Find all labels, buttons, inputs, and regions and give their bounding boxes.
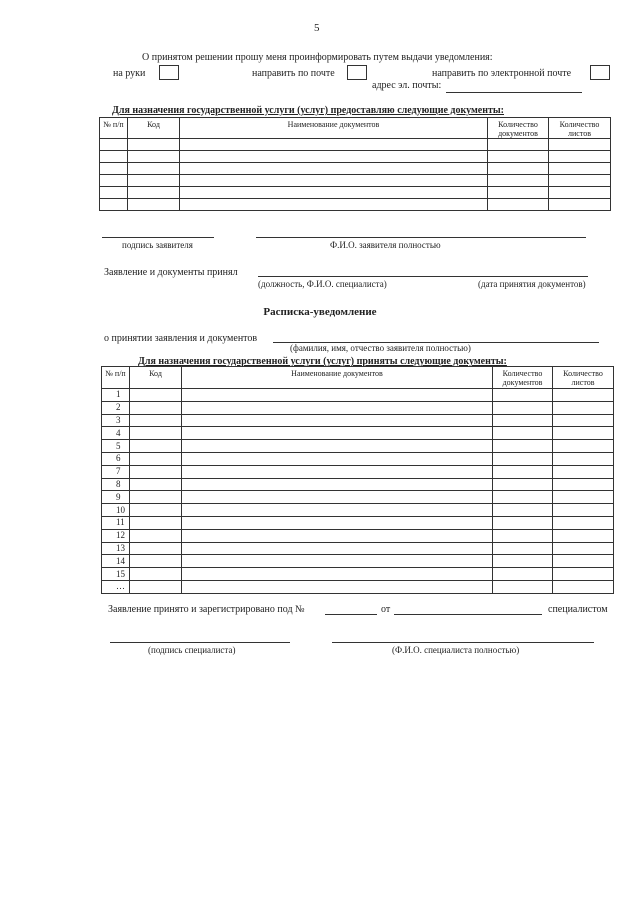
doc-count-cell[interactable] bbox=[488, 163, 549, 175]
table2-heading: Для назначения государственной услуги (услуг) приняты следующие документы: bbox=[138, 356, 507, 367]
email-address-field[interactable] bbox=[446, 92, 582, 93]
doc-count-cell[interactable] bbox=[493, 401, 553, 414]
code-cell[interactable] bbox=[130, 427, 182, 440]
in-hand-label: на руки bbox=[113, 68, 146, 79]
doc-count-cell[interactable] bbox=[493, 529, 553, 542]
row-number[interactable]: 10 bbox=[102, 504, 130, 517]
documents-accepted-table bbox=[101, 366, 614, 594]
table-row bbox=[102, 427, 614, 440]
sheet-count-cell[interactable] bbox=[549, 151, 611, 163]
code-cell[interactable] bbox=[128, 199, 180, 211]
column-doc-name: Наименование документов bbox=[182, 367, 493, 389]
accepted-by-label: Заявление и документы принял bbox=[104, 267, 238, 278]
table-row bbox=[102, 401, 614, 414]
code-cell[interactable] bbox=[130, 516, 182, 529]
sheet-count-cell[interactable] bbox=[553, 542, 614, 555]
row-number[interactable] bbox=[100, 151, 128, 163]
column-sheet-count: Количество листов bbox=[549, 118, 611, 139]
in-hand-checkbox[interactable] bbox=[159, 65, 179, 80]
column-doc-name: Наименование документов bbox=[180, 118, 488, 139]
applicant-fio-line[interactable] bbox=[256, 237, 586, 238]
specialist-position-label: (должность, Ф.И.О. специалиста) bbox=[258, 279, 387, 289]
registration-specialist-label: специалистом bbox=[548, 604, 608, 615]
specialist-fio-label: (Ф.И.О. специалиста полностью) bbox=[392, 645, 520, 655]
registration-date-line[interactable] bbox=[394, 614, 542, 615]
registration-text: Заявление принято и зарегистрировано под № bbox=[108, 604, 305, 615]
row-number[interactable]: 6 bbox=[102, 452, 130, 465]
by-email-checkbox[interactable] bbox=[590, 65, 610, 80]
table-row bbox=[102, 452, 614, 465]
doc-name-cell[interactable] bbox=[180, 175, 488, 187]
doc-count-cell[interactable] bbox=[493, 504, 553, 517]
doc-name-cell[interactable] bbox=[182, 427, 493, 440]
doc-name-cell[interactable] bbox=[182, 401, 493, 414]
doc-name-cell[interactable] bbox=[182, 555, 493, 568]
table-row bbox=[100, 151, 611, 163]
doc-name-cell[interactable] bbox=[180, 187, 488, 199]
sheet-count-cell[interactable] bbox=[549, 163, 611, 175]
doc-name-cell[interactable] bbox=[182, 452, 493, 465]
column-number: № п/п bbox=[100, 118, 128, 139]
doc-count-cell[interactable] bbox=[493, 568, 553, 581]
by-mail-label: направить по почте bbox=[252, 68, 335, 79]
table-row bbox=[102, 516, 614, 529]
page-number: 5 bbox=[314, 22, 320, 34]
documents-submitted-table bbox=[99, 117, 611, 211]
sheet-count-cell[interactable] bbox=[553, 504, 614, 517]
doc-count-cell[interactable] bbox=[493, 491, 553, 504]
sheet-count-cell[interactable] bbox=[549, 139, 611, 151]
sheet-count-cell[interactable] bbox=[549, 199, 611, 211]
row-number[interactable]: 14 bbox=[102, 555, 130, 568]
receipt-fio-hint: (фамилия, имя, отчество заявителя полностью) bbox=[290, 343, 471, 353]
doc-name-cell[interactable] bbox=[182, 504, 493, 517]
row-number[interactable]: 4 bbox=[102, 427, 130, 440]
sheet-count-cell[interactable] bbox=[553, 440, 614, 453]
table-row bbox=[100, 139, 611, 151]
doc-count-cell[interactable] bbox=[493, 414, 553, 427]
table-row bbox=[102, 414, 614, 427]
table-row bbox=[100, 199, 611, 211]
table-row bbox=[100, 163, 611, 175]
row-number[interactable]: … bbox=[102, 580, 130, 593]
doc-count-cell[interactable] bbox=[493, 452, 553, 465]
table1-heading: Для назначения государственной услуги (услуг) предоставляю следующие документы: bbox=[112, 105, 505, 116]
row-number[interactable] bbox=[100, 163, 128, 175]
registration-number-line[interactable] bbox=[325, 614, 377, 615]
row-number[interactable] bbox=[100, 139, 128, 151]
doc-count-cell[interactable] bbox=[493, 555, 553, 568]
receipt-title: Расписка-уведомление bbox=[263, 306, 377, 318]
row-number[interactable]: 1 bbox=[102, 389, 130, 402]
row-number[interactable]: 3 bbox=[102, 414, 130, 427]
table-row bbox=[102, 542, 614, 555]
by-mail-checkbox[interactable] bbox=[347, 65, 367, 80]
applicant-signature-line[interactable] bbox=[102, 237, 214, 238]
column-doc-count: Количество документов bbox=[493, 367, 553, 389]
row-number[interactable]: 2 bbox=[102, 401, 130, 414]
notify-intro: О принятом решении прошу меня проинформировать путем выдачи уведомления: bbox=[142, 52, 493, 63]
doc-name-cell[interactable] bbox=[182, 516, 493, 529]
applicant-signature-label: подпись заявителя bbox=[122, 240, 193, 250]
row-number[interactable]: 15 bbox=[102, 568, 130, 581]
table-row bbox=[102, 555, 614, 568]
row-number[interactable]: 9 bbox=[102, 491, 130, 504]
doc-name-cell[interactable] bbox=[182, 389, 493, 402]
sheet-count-cell[interactable] bbox=[553, 465, 614, 478]
code-cell[interactable] bbox=[130, 529, 182, 542]
row-number[interactable] bbox=[100, 175, 128, 187]
code-cell[interactable] bbox=[130, 491, 182, 504]
sheet-count-cell[interactable] bbox=[553, 401, 614, 414]
doc-name-cell[interactable] bbox=[182, 478, 493, 491]
column-number: № п/п bbox=[102, 367, 130, 389]
code-cell[interactable] bbox=[128, 163, 180, 175]
doc-name-cell[interactable] bbox=[180, 199, 488, 211]
doc-name-cell[interactable] bbox=[182, 491, 493, 504]
row-number[interactable]: 11 bbox=[102, 516, 130, 529]
specialist-signature-label: (подпись специалиста) bbox=[148, 645, 236, 655]
column-sheet-count: Количество листов bbox=[553, 367, 614, 389]
doc-count-cell[interactable] bbox=[493, 580, 553, 593]
doc-name-cell[interactable] bbox=[182, 440, 493, 453]
table-row bbox=[102, 529, 614, 542]
code-cell[interactable] bbox=[130, 452, 182, 465]
sheet-count-cell[interactable] bbox=[553, 529, 614, 542]
table-row bbox=[102, 580, 614, 593]
sheet-count-cell[interactable] bbox=[553, 568, 614, 581]
code-cell[interactable] bbox=[128, 139, 180, 151]
sheet-count-cell[interactable] bbox=[553, 580, 614, 593]
doc-name-cell[interactable] bbox=[182, 568, 493, 581]
specialist-fio-line[interactable] bbox=[332, 642, 594, 643]
specialist-signature-line[interactable] bbox=[110, 642, 290, 643]
row-number[interactable]: 13 bbox=[102, 542, 130, 555]
table-row bbox=[102, 389, 614, 402]
doc-count-cell[interactable] bbox=[488, 139, 549, 151]
accepted-by-line[interactable] bbox=[258, 276, 588, 277]
sheet-count-cell[interactable] bbox=[553, 478, 614, 491]
doc-count-cell[interactable] bbox=[488, 151, 549, 163]
code-cell[interactable] bbox=[130, 478, 182, 491]
doc-count-cell[interactable] bbox=[488, 175, 549, 187]
column-code: Код bbox=[130, 367, 182, 389]
registration-from-label: от bbox=[381, 604, 391, 615]
code-cell[interactable] bbox=[130, 401, 182, 414]
row-number[interactable]: 7 bbox=[102, 465, 130, 478]
table-row bbox=[102, 440, 614, 453]
row-number[interactable] bbox=[100, 187, 128, 199]
column-code: Код bbox=[128, 118, 180, 139]
code-cell[interactable] bbox=[128, 175, 180, 187]
sheet-count-cell[interactable] bbox=[553, 452, 614, 465]
sheet-count-cell[interactable] bbox=[553, 414, 614, 427]
doc-count-cell[interactable] bbox=[488, 199, 549, 211]
row-number[interactable]: 5 bbox=[102, 440, 130, 453]
row-number[interactable]: 12 bbox=[102, 529, 130, 542]
sheet-count-cell[interactable] bbox=[553, 389, 614, 402]
sheet-count-cell[interactable] bbox=[553, 555, 614, 568]
doc-name-cell[interactable] bbox=[182, 414, 493, 427]
doc-count-cell[interactable] bbox=[493, 516, 553, 529]
sheet-count-cell[interactable] bbox=[549, 175, 611, 187]
code-cell[interactable] bbox=[128, 151, 180, 163]
doc-name-cell[interactable] bbox=[180, 139, 488, 151]
doc-name-cell[interactable] bbox=[182, 465, 493, 478]
doc-name-cell[interactable] bbox=[182, 542, 493, 555]
sheet-count-cell[interactable] bbox=[553, 491, 614, 504]
code-cell[interactable] bbox=[130, 465, 182, 478]
doc-count-cell[interactable] bbox=[488, 187, 549, 199]
receipt-about: о принятии заявления и документов bbox=[104, 333, 258, 344]
table-row bbox=[102, 465, 614, 478]
code-cell[interactable] bbox=[130, 580, 182, 593]
row-number[interactable]: 8 bbox=[102, 478, 130, 491]
doc-count-cell[interactable] bbox=[493, 427, 553, 440]
doc-count-cell[interactable] bbox=[493, 440, 553, 453]
table-row bbox=[100, 187, 611, 199]
row-number[interactable] bbox=[100, 199, 128, 211]
sheet-count-cell[interactable] bbox=[549, 187, 611, 199]
doc-name-cell[interactable] bbox=[182, 580, 493, 593]
acceptance-date-label: (дата принятия документов) bbox=[478, 279, 586, 289]
code-cell[interactable] bbox=[130, 440, 182, 453]
doc-count-cell[interactable] bbox=[493, 478, 553, 491]
email-address-label: адрес эл. почты: bbox=[372, 80, 442, 91]
code-cell[interactable] bbox=[130, 414, 182, 427]
doc-name-cell[interactable] bbox=[180, 163, 488, 175]
table-row bbox=[102, 504, 614, 517]
doc-count-cell[interactable] bbox=[493, 465, 553, 478]
code-cell[interactable] bbox=[130, 504, 182, 517]
table-row bbox=[102, 568, 614, 581]
code-cell[interactable] bbox=[130, 542, 182, 555]
table-row bbox=[102, 491, 614, 504]
code-cell[interactable] bbox=[128, 187, 180, 199]
applicant-fio-label: Ф.И.О. заявителя полностью bbox=[330, 240, 441, 250]
code-cell[interactable] bbox=[130, 568, 182, 581]
doc-count-cell[interactable] bbox=[493, 542, 553, 555]
code-cell[interactable] bbox=[130, 555, 182, 568]
sheet-count-cell[interactable] bbox=[553, 427, 614, 440]
by-email-label: направить по электронной почте bbox=[432, 68, 572, 79]
column-doc-count: Количество документов bbox=[488, 118, 549, 139]
table-row bbox=[102, 478, 614, 491]
doc-name-cell[interactable] bbox=[180, 151, 488, 163]
doc-name-cell[interactable] bbox=[182, 529, 493, 542]
sheet-count-cell[interactable] bbox=[553, 516, 614, 529]
doc-count-cell[interactable] bbox=[493, 389, 553, 402]
table-row bbox=[100, 175, 611, 187]
code-cell[interactable] bbox=[130, 389, 182, 402]
